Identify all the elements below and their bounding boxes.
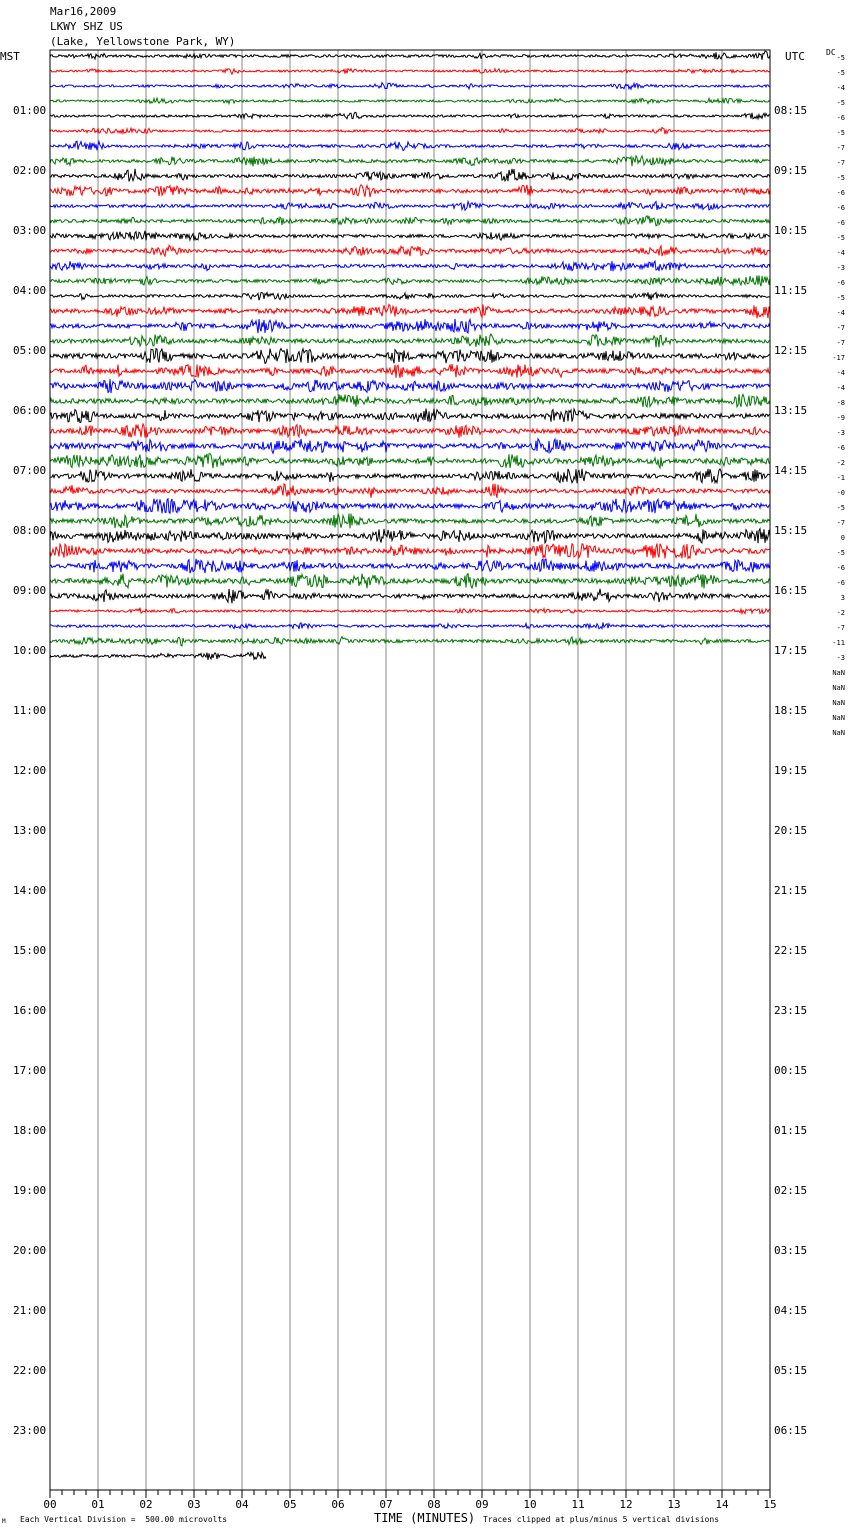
dc-offset-label: -4	[836, 249, 845, 257]
corner-mark: M	[2, 1518, 6, 1525]
dc-offset-label: -5	[836, 174, 845, 182]
x-tick-label: 11	[571, 1498, 585, 1511]
dc-offset-label: -7	[836, 144, 845, 152]
seismic-trace	[50, 652, 266, 660]
station-location: (Lake, Yellowstone Park, WY)	[50, 35, 236, 48]
hour-label-left: 10:00	[13, 644, 47, 657]
seismic-trace	[50, 484, 770, 498]
seismic-trace	[50, 141, 770, 150]
hour-label-left: 21:00	[13, 1304, 47, 1317]
x-tick-label: 14	[715, 1498, 729, 1511]
dc-offset-label: -6	[836, 189, 845, 197]
x-tick-label: 10	[523, 1498, 537, 1511]
seismic-trace	[50, 304, 770, 318]
hour-label-right: 02:15	[774, 1184, 808, 1197]
seismic-trace	[50, 499, 770, 514]
dc-offset-label: 3	[840, 594, 845, 602]
hour-label-left: 17:00	[13, 1064, 47, 1077]
seismic-trace	[50, 169, 770, 182]
hour-label-left: 18:00	[13, 1124, 47, 1137]
hour-label-right: 19:15	[774, 764, 808, 777]
dc-offset-label: -5	[836, 504, 845, 512]
hour-label-right: 21:15	[774, 884, 808, 897]
dc-offset-label: -11	[832, 639, 845, 647]
hour-label-left: 19:00	[13, 1184, 47, 1197]
dc-offset-label: -4	[836, 384, 845, 392]
clip-note: Traces clipped at plus/minus 5 vertical divisions	[483, 1515, 720, 1524]
x-tick-label: 15	[763, 1498, 777, 1511]
dc-offset-label: -5	[836, 549, 845, 557]
seismic-trace	[50, 529, 770, 544]
dc-offset-label: -6	[836, 579, 845, 587]
hour-label-right: 16:15	[774, 584, 808, 597]
x-axis-label: TIME (MINUTES)	[374, 1511, 476, 1525]
hour-label-right: 00:15	[774, 1064, 808, 1077]
seismic-trace	[50, 156, 770, 167]
seismic-trace	[50, 231, 770, 241]
x-tick-label: 04	[235, 1498, 249, 1511]
seismic-trace	[50, 424, 770, 438]
scale-note: Each Vertical Division = 500.00 microvolts	[20, 1515, 228, 1524]
dc-offset-label: -4	[836, 369, 845, 377]
seismic-trace	[50, 127, 770, 134]
seismic-trace	[50, 216, 770, 226]
chart-date: Mar16,2009	[50, 5, 117, 18]
hour-label-right: 06:15	[774, 1424, 808, 1437]
hour-label-right: 13:15	[774, 404, 808, 417]
dc-offset-label: NaN	[832, 669, 845, 677]
dc-offset-label: -7	[836, 339, 845, 347]
dc-offset-label: -5	[836, 129, 845, 137]
hour-label-left: 06:00	[13, 404, 47, 417]
hour-label-left: 03:00	[13, 224, 47, 237]
dc-offset-label: -7	[836, 519, 845, 527]
seismic-trace	[50, 589, 770, 604]
seismic-trace	[50, 245, 770, 256]
x-tick-label: 05	[283, 1498, 297, 1511]
dc-offset-label: -6	[836, 279, 845, 287]
dc-offset-label: -17	[832, 354, 845, 362]
seismic-trace	[50, 349, 770, 364]
dc-offset-label: -5	[836, 294, 845, 302]
hour-label-right: 10:15	[774, 224, 808, 237]
hour-label-right: 15:15	[774, 524, 808, 537]
hour-label-right: 12:15	[774, 344, 808, 357]
seismic-trace	[50, 261, 770, 271]
seismic-trace	[50, 112, 770, 119]
seismic-trace	[50, 637, 770, 646]
seismic-trace	[50, 379, 770, 393]
station-code: LKWY SHZ US	[50, 20, 123, 33]
hour-label-left: 13:00	[13, 824, 47, 837]
x-tick-label: 00	[43, 1498, 57, 1511]
dc-offset-label: -5	[836, 69, 845, 77]
hour-label-right: 17:15	[774, 644, 808, 657]
dc-offset-label: NaN	[832, 729, 845, 737]
dc-offset-label: -5	[836, 234, 845, 242]
x-tick-label: 12	[619, 1498, 633, 1511]
seismic-trace	[50, 334, 770, 347]
trace-layer	[50, 51, 770, 660]
hour-label-right: 01:15	[774, 1124, 808, 1137]
hour-label-right: 11:15	[774, 284, 808, 297]
hour-label-left: 08:00	[13, 524, 47, 537]
label-layer	[13, 54, 845, 1511]
x-tick-label: 02	[139, 1498, 153, 1511]
x-tick-label: 09	[475, 1498, 489, 1511]
hour-label-left: 11:00	[13, 704, 47, 717]
seismic-trace	[50, 275, 770, 286]
dc-offset-label: -8	[836, 399, 845, 407]
seismic-trace	[50, 51, 770, 60]
hour-label-left: 23:00	[13, 1424, 47, 1437]
x-tick-label: 13	[667, 1498, 681, 1511]
hour-label-left: 14:00	[13, 884, 47, 897]
hour-label-right: 20:15	[774, 824, 808, 837]
dc-offset-label: -6	[836, 564, 845, 572]
seismic-trace	[50, 469, 770, 484]
dc-offset-label: -2	[836, 609, 845, 617]
dc-offset-label: -2	[836, 459, 845, 467]
x-tick-label: 01	[91, 1498, 105, 1511]
dc-offset-label: -4	[836, 84, 845, 92]
seismic-trace	[50, 185, 770, 197]
hour-label-left: 22:00	[13, 1364, 47, 1377]
hour-label-left: 04:00	[13, 284, 47, 297]
grid-layer	[50, 50, 770, 1498]
dc-offset-label: -6	[836, 114, 845, 122]
x-tick-label: 03	[187, 1498, 201, 1511]
hour-label-right: 14:15	[774, 464, 808, 477]
dc-offset-label: -3	[836, 264, 845, 272]
x-tick-label: 06	[331, 1498, 345, 1511]
dc-offset-label: -6	[836, 444, 845, 452]
dc-offset-label: -3	[836, 429, 845, 437]
hour-label-right: 04:15	[774, 1304, 808, 1317]
dc-offset-label: -5	[836, 99, 845, 107]
hour-label-left: 02:00	[13, 164, 47, 177]
x-tick-label: 08	[427, 1498, 441, 1511]
seismic-trace	[50, 544, 770, 559]
seismic-trace	[50, 394, 770, 407]
seismic-trace	[50, 439, 770, 453]
hour-label-left: 16:00	[13, 1004, 47, 1017]
seismic-trace	[50, 623, 770, 630]
hour-label-right: 08:15	[774, 104, 808, 117]
hour-label-right: 03:15	[774, 1244, 808, 1257]
hour-label-right: 22:15	[774, 944, 808, 957]
seismic-trace	[50, 69, 770, 74]
seismic-trace	[50, 409, 770, 423]
hour-label-left: 15:00	[13, 944, 47, 957]
dc-offset-label: -7	[836, 624, 845, 632]
dc-offset-label: -7	[836, 159, 845, 167]
seismic-trace	[50, 574, 770, 589]
dc-offset-label: -4	[836, 309, 845, 317]
seismic-trace	[50, 559, 770, 573]
seismic-trace	[50, 514, 770, 529]
dc-offset-label: NaN	[832, 714, 845, 722]
dc-offset-label: -1	[836, 474, 845, 482]
dc-offset-label: -9	[836, 414, 845, 422]
hour-label-left: 01:00	[13, 104, 47, 117]
dc-offset-label: -5	[836, 54, 845, 62]
dc-offset-label: -6	[836, 204, 845, 212]
hour-label-right: 09:15	[774, 164, 808, 177]
hour-label-right: 05:15	[774, 1364, 808, 1377]
hour-label-left: 05:00	[13, 344, 47, 357]
hour-label-left: 20:00	[13, 1244, 47, 1257]
dc-offset-label: -3	[836, 654, 845, 662]
seismic-trace	[50, 83, 770, 90]
x-tick-label: 07	[379, 1498, 393, 1511]
seismic-trace	[50, 202, 770, 211]
seismic-trace	[50, 364, 770, 378]
seismic-trace	[50, 98, 770, 104]
dc-offset-label: -6	[836, 219, 845, 227]
dc-offset-header: DC	[826, 48, 836, 57]
hour-label-left: 07:00	[13, 464, 47, 477]
hour-label-right: 23:15	[774, 1004, 808, 1017]
dc-offset-label: NaN	[832, 699, 845, 707]
seismic-trace	[50, 292, 770, 300]
hour-label-right: 18:15	[774, 704, 808, 717]
left-timezone-label: MST	[0, 50, 20, 63]
right-timezone-label: UTC	[785, 50, 805, 63]
dc-offset-label: NaN	[832, 684, 845, 692]
seismic-trace	[50, 608, 770, 614]
seismic-trace	[50, 454, 770, 469]
hour-label-left: 12:00	[13, 764, 47, 777]
dc-offset-label: 0	[840, 534, 845, 542]
dc-offset-label: -7	[836, 324, 845, 332]
hour-label-left: 09:00	[13, 584, 47, 597]
dc-offset-label: -0	[836, 489, 845, 497]
seismic-trace	[50, 319, 770, 333]
